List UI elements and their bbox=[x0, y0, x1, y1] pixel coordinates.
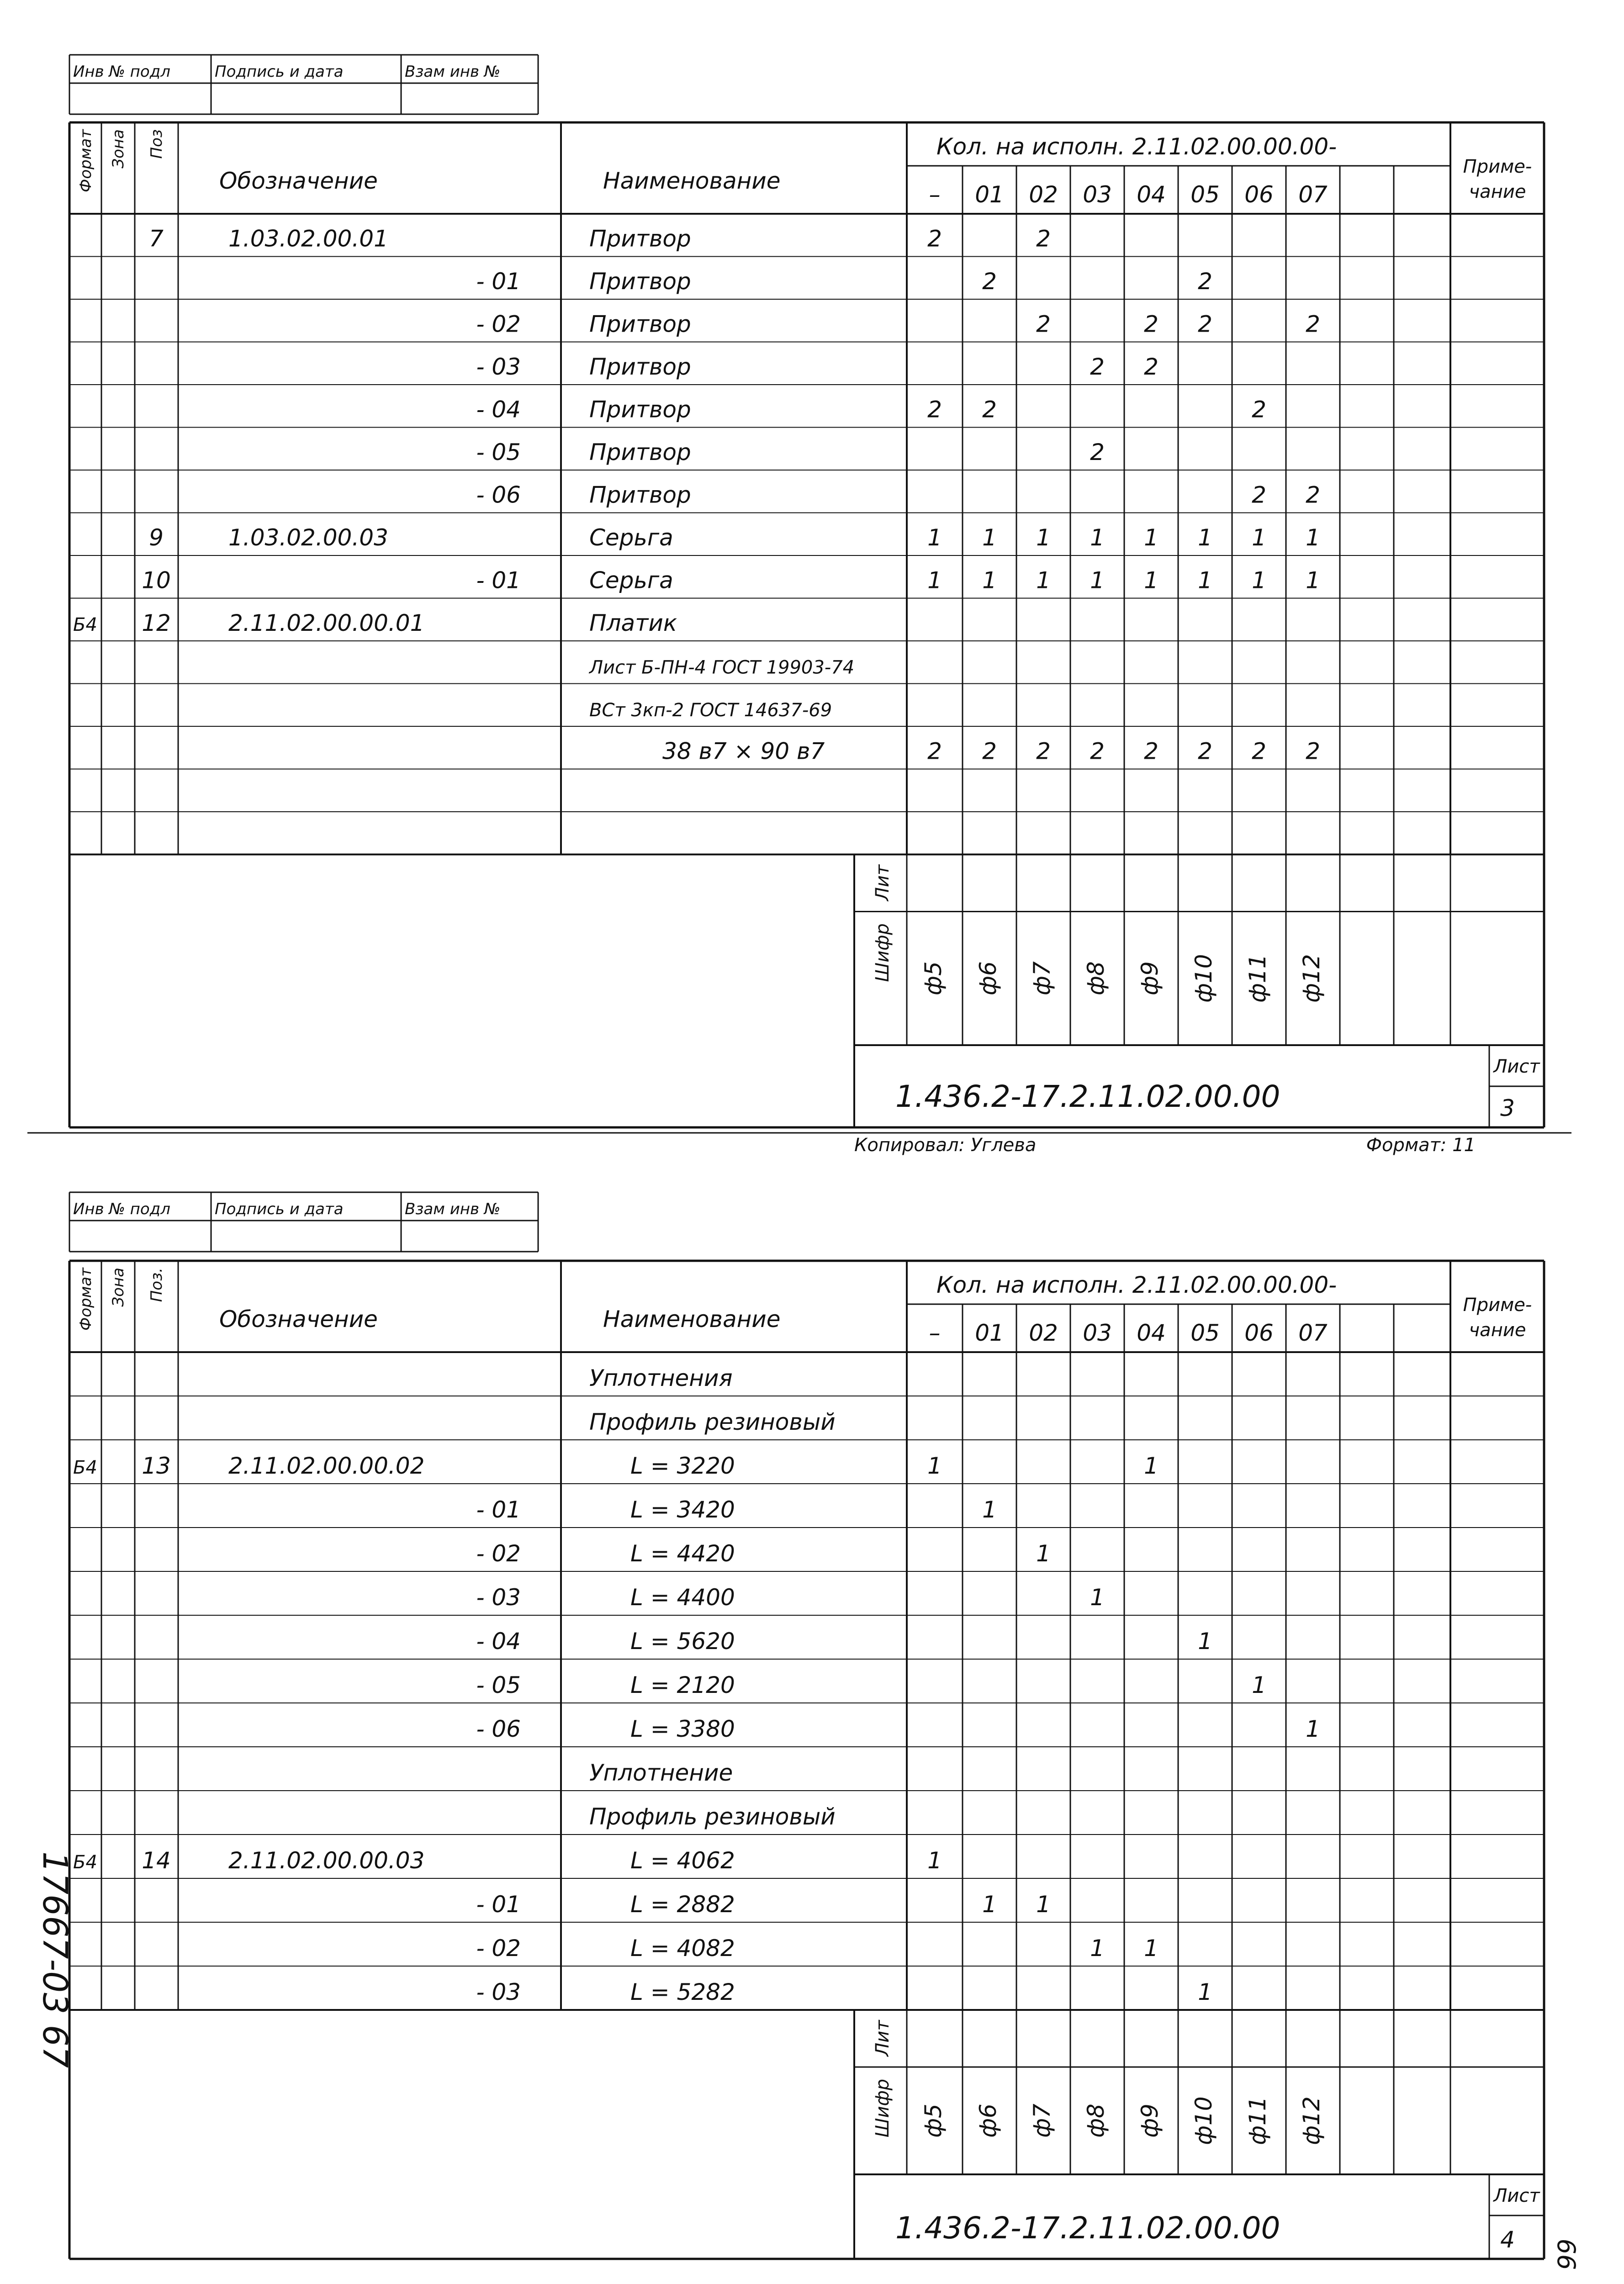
header-variant-3: 03 bbox=[1083, 181, 1112, 208]
row-qty: 1 bbox=[927, 1847, 942, 1874]
row-name: Профиль резиновый bbox=[589, 1409, 836, 1435]
header-variant-1: 01 bbox=[975, 181, 1004, 208]
row-qty: 1 bbox=[1090, 1584, 1105, 1611]
row-qty: 2 bbox=[1090, 738, 1105, 765]
row-qty: 2 bbox=[1144, 738, 1158, 765]
row-format: Б4 bbox=[73, 1852, 97, 1873]
row-designation: 1.03.02.00.03 bbox=[228, 524, 388, 551]
shifr-code: ф10 bbox=[1190, 2096, 1217, 2145]
row-qty: 1 bbox=[1036, 567, 1051, 594]
row-qty: 2 bbox=[982, 738, 997, 765]
header-variant-0: – bbox=[929, 1320, 941, 1346]
stamp-label-signature: Подпись и дата bbox=[215, 1200, 344, 1218]
row-designation: - 01 bbox=[476, 1891, 521, 1918]
shifr-code: ф5 bbox=[920, 961, 947, 996]
row-qty: 2 bbox=[1198, 268, 1212, 295]
row-qty: 2 bbox=[1036, 311, 1051, 338]
row-name: Притвор bbox=[589, 396, 691, 423]
row-name: L = 4062 bbox=[630, 1847, 735, 1874]
shifr-code: ф7 bbox=[1029, 2104, 1055, 2138]
sheet-label: Лист bbox=[1493, 2185, 1540, 2206]
corner-page-number: 66 bbox=[1552, 2238, 1581, 2270]
row-position: 13 bbox=[142, 1453, 171, 1479]
sheet-number: 3 bbox=[1500, 1095, 1515, 1121]
row-qty: 1 bbox=[927, 1453, 942, 1479]
spec-sheet-3 bbox=[27, 55, 1571, 1156]
shifr-code: ф11 bbox=[1244, 954, 1271, 1003]
row-qty: 2 bbox=[982, 396, 997, 423]
row-position: 9 bbox=[149, 524, 164, 551]
header-format: Формат bbox=[77, 1268, 95, 1331]
row-qty: 1 bbox=[982, 567, 997, 594]
header-variant-6: 06 bbox=[1244, 181, 1274, 208]
stamp-label-inv: Инв № подл bbox=[73, 1200, 170, 1218]
header-designation: Обозначение bbox=[219, 1306, 378, 1332]
row-designation: - 02 bbox=[476, 1540, 521, 1567]
header-variant-5: 05 bbox=[1190, 1320, 1220, 1346]
row-designation: - 01 bbox=[476, 268, 521, 295]
row-qty: 1 bbox=[1144, 524, 1158, 551]
row-name: Профиль резиновый bbox=[589, 1803, 836, 1830]
row-qty: 2 bbox=[1252, 481, 1266, 508]
row-designation: 2.11.02.00.00.03 bbox=[228, 1847, 425, 1874]
header-variant-1: 01 bbox=[975, 1320, 1004, 1346]
shifr-code: ф11 bbox=[1244, 2096, 1271, 2145]
shifr-code: ф9 bbox=[1137, 2104, 1163, 2138]
row-name: Уплотнение bbox=[589, 1760, 733, 1786]
row-qty: 2 bbox=[982, 268, 997, 295]
sheet-label: Лист bbox=[1493, 1056, 1540, 1077]
shifr-code: ф5 bbox=[920, 2104, 947, 2138]
row-designation: - 05 bbox=[476, 1672, 521, 1698]
row-name: L = 2882 bbox=[630, 1891, 735, 1918]
row-designation: - 03 bbox=[476, 1979, 521, 2005]
header-name: Наименование bbox=[603, 168, 781, 194]
header-variant-2: 02 bbox=[1029, 1320, 1058, 1346]
row-name: Серьга bbox=[589, 524, 673, 551]
document-number: 1.436.2-17.2.11.02.00.00 bbox=[895, 2210, 1280, 2246]
header-variant-0: – bbox=[929, 181, 941, 208]
header-variant-4: 04 bbox=[1137, 181, 1166, 208]
shifr-code: ф8 bbox=[1083, 2104, 1109, 2138]
row-designation: 2.11.02.00.00.02 bbox=[228, 1453, 425, 1479]
row-qty: 1 bbox=[1036, 524, 1051, 551]
row-designation: - 06 bbox=[476, 1716, 521, 1742]
shifr-code: ф7 bbox=[1029, 961, 1055, 996]
header-qty-title: Кол. на исполн. 2.11.02.00.00.00- bbox=[936, 1272, 1337, 1298]
row-qty: 2 bbox=[1090, 439, 1105, 465]
header-note: Приме- bbox=[1463, 1295, 1532, 1316]
row-name: Уплотнения bbox=[589, 1365, 733, 1391]
stamp-label-signature: Подпись и дата bbox=[215, 63, 344, 81]
header-zone: Зона bbox=[109, 1268, 127, 1307]
shifr-code: ф12 bbox=[1298, 954, 1325, 1003]
stamp-label-replace: Взам инв № bbox=[405, 63, 501, 81]
row-qty: 2 bbox=[1144, 311, 1158, 338]
row-qty: 1 bbox=[1144, 1453, 1158, 1479]
header-format: Формат bbox=[77, 129, 95, 192]
header-variant-4: 04 bbox=[1137, 1320, 1166, 1346]
row-position: 10 bbox=[142, 567, 171, 594]
row-designation: - 03 bbox=[476, 354, 521, 380]
header-note: Приме- bbox=[1463, 156, 1532, 177]
row-qty: 1 bbox=[1252, 1672, 1266, 1698]
row-qty: 1 bbox=[1144, 567, 1158, 594]
row-position: 14 bbox=[142, 1847, 171, 1874]
row-qty: 1 bbox=[1306, 567, 1320, 594]
row-position: 7 bbox=[149, 225, 164, 252]
header-variant-3: 03 bbox=[1083, 1320, 1112, 1346]
lit-label: Лит bbox=[872, 864, 893, 901]
header-pos: Поз bbox=[148, 129, 166, 159]
row-qty: 1 bbox=[1198, 524, 1212, 551]
row-name: L = 5620 bbox=[630, 1628, 735, 1655]
row-qty: 1 bbox=[1306, 1716, 1320, 1742]
copied-by: Копировал: Углева bbox=[854, 1135, 1037, 1156]
row-designation: - 03 bbox=[476, 1584, 521, 1611]
row-qty: 2 bbox=[927, 396, 942, 423]
shifr-code: ф10 bbox=[1190, 954, 1217, 1003]
row-name: ВСт 3кп-2 ГОСТ 14637-69 bbox=[589, 700, 832, 721]
row-name: Лист Б-ПН-4 ГОСТ 19903-74 bbox=[589, 657, 855, 678]
shifr-label: Шифр bbox=[872, 923, 893, 982]
header-zone: Зона bbox=[109, 129, 127, 169]
row-designation: - 02 bbox=[476, 311, 521, 338]
row-qty: 1 bbox=[1036, 1891, 1051, 1918]
row-qty: 1 bbox=[1306, 524, 1320, 551]
row-qty: 2 bbox=[927, 738, 942, 765]
row-qty: 2 bbox=[1036, 738, 1051, 765]
row-qty: 2 bbox=[1252, 396, 1266, 423]
header-pos: Поз. bbox=[148, 1268, 166, 1302]
row-name: Притвор bbox=[589, 439, 691, 465]
row-qty: 2 bbox=[1090, 354, 1105, 380]
row-qty: 2 bbox=[1306, 738, 1320, 765]
stamp-label-replace: Взам инв № bbox=[405, 1200, 501, 1218]
header-name: Наименование bbox=[603, 1306, 781, 1332]
row-designation: - 01 bbox=[476, 567, 521, 594]
row-name: Притвор bbox=[589, 354, 691, 380]
lit-label: Лит bbox=[872, 2020, 893, 2057]
format-label: Формат: 11 bbox=[1366, 1135, 1476, 1156]
shifr-code: ф8 bbox=[1083, 961, 1109, 996]
row-qty: 2 bbox=[927, 225, 942, 252]
row-format: Б4 bbox=[73, 1457, 97, 1478]
header-note: чание bbox=[1469, 1320, 1526, 1341]
row-designation: 2.11.02.00.00.01 bbox=[228, 610, 425, 636]
row-name: 38 в7 × 90 в7 bbox=[662, 738, 825, 765]
row-qty: 1 bbox=[1198, 567, 1212, 594]
row-qty: 1 bbox=[1198, 1979, 1212, 2005]
row-qty: 1 bbox=[982, 1891, 997, 1918]
row-designation: - 06 bbox=[476, 481, 521, 508]
header-variant-2: 02 bbox=[1029, 181, 1058, 208]
row-designation: - 05 bbox=[476, 439, 521, 465]
row-qty: 1 bbox=[1144, 1935, 1158, 1961]
row-name: Притвор bbox=[589, 225, 691, 252]
shifr-code: ф6 bbox=[975, 2104, 1001, 2138]
header-variant-5: 05 bbox=[1190, 181, 1220, 208]
row-designation: - 04 bbox=[476, 396, 521, 423]
row-name: Притвор bbox=[589, 268, 691, 295]
row-qty: 1 bbox=[1252, 567, 1266, 594]
row-qty: 2 bbox=[1252, 738, 1266, 765]
shifr-code: ф6 bbox=[975, 961, 1001, 996]
stamp-label-inv: Инв № подл bbox=[73, 63, 170, 81]
row-name: L = 4420 bbox=[630, 1540, 735, 1567]
row-designation: - 04 bbox=[476, 1628, 521, 1655]
row-qty: 2 bbox=[1144, 354, 1158, 380]
shifr-label: Шифр bbox=[872, 2078, 893, 2138]
shifr-code: ф9 bbox=[1137, 961, 1163, 996]
row-qty: 2 bbox=[1036, 225, 1051, 252]
document-number: 1.436.2-17.2.11.02.00.00 bbox=[895, 1079, 1280, 1114]
row-designation: - 02 bbox=[476, 1935, 521, 1961]
row-qty: 2 bbox=[1198, 311, 1212, 338]
row-name: L = 2120 bbox=[630, 1672, 735, 1698]
row-qty: 1 bbox=[1090, 524, 1105, 551]
shifr-code: ф12 bbox=[1298, 2096, 1325, 2145]
row-position: 12 bbox=[142, 610, 171, 636]
archive-number-stamp: 17667-03 67 bbox=[35, 1851, 74, 2068]
row-qty: 2 bbox=[1198, 738, 1212, 765]
row-designation: 1.03.02.00.01 bbox=[228, 225, 388, 252]
row-qty: 1 bbox=[1090, 1935, 1105, 1961]
row-qty: 1 bbox=[927, 567, 942, 594]
spec-sheet-4 bbox=[69, 1192, 1544, 2259]
header-variant-7: 07 bbox=[1298, 181, 1328, 208]
header-variant-7: 07 bbox=[1298, 1320, 1328, 1346]
row-qty: 1 bbox=[1252, 524, 1266, 551]
header-variant-6: 06 bbox=[1244, 1320, 1274, 1346]
row-qty: 1 bbox=[927, 524, 942, 551]
row-name: L = 3420 bbox=[630, 1496, 735, 1523]
row-qty: 1 bbox=[982, 524, 997, 551]
row-name: L = 4400 bbox=[630, 1584, 735, 1611]
sheet-number: 4 bbox=[1500, 2226, 1515, 2253]
row-qty: 1 bbox=[1090, 567, 1105, 594]
header-designation: Обозначение bbox=[219, 168, 378, 194]
row-name: Притвор bbox=[589, 481, 691, 508]
row-name: L = 5282 bbox=[630, 1979, 735, 2005]
row-designation: - 01 bbox=[476, 1496, 521, 1523]
row-qty: 2 bbox=[1306, 481, 1320, 508]
header-qty-title: Кол. на исполн. 2.11.02.00.00.00- bbox=[936, 133, 1337, 160]
row-name: L = 4082 bbox=[630, 1935, 735, 1961]
row-qty: 1 bbox=[982, 1496, 997, 1523]
row-qty: 1 bbox=[1036, 1540, 1051, 1567]
row-qty: 2 bbox=[1306, 311, 1320, 338]
row-name: Серьга bbox=[589, 567, 673, 594]
row-name: L = 3220 bbox=[630, 1453, 735, 1479]
row-name: Притвор bbox=[589, 311, 691, 338]
row-name: L = 3380 bbox=[630, 1716, 735, 1742]
row-format: Б4 bbox=[73, 614, 97, 635]
header-note: чание bbox=[1469, 181, 1526, 202]
row-qty: 1 bbox=[1198, 1628, 1212, 1655]
row-name: Платик bbox=[589, 610, 677, 636]
